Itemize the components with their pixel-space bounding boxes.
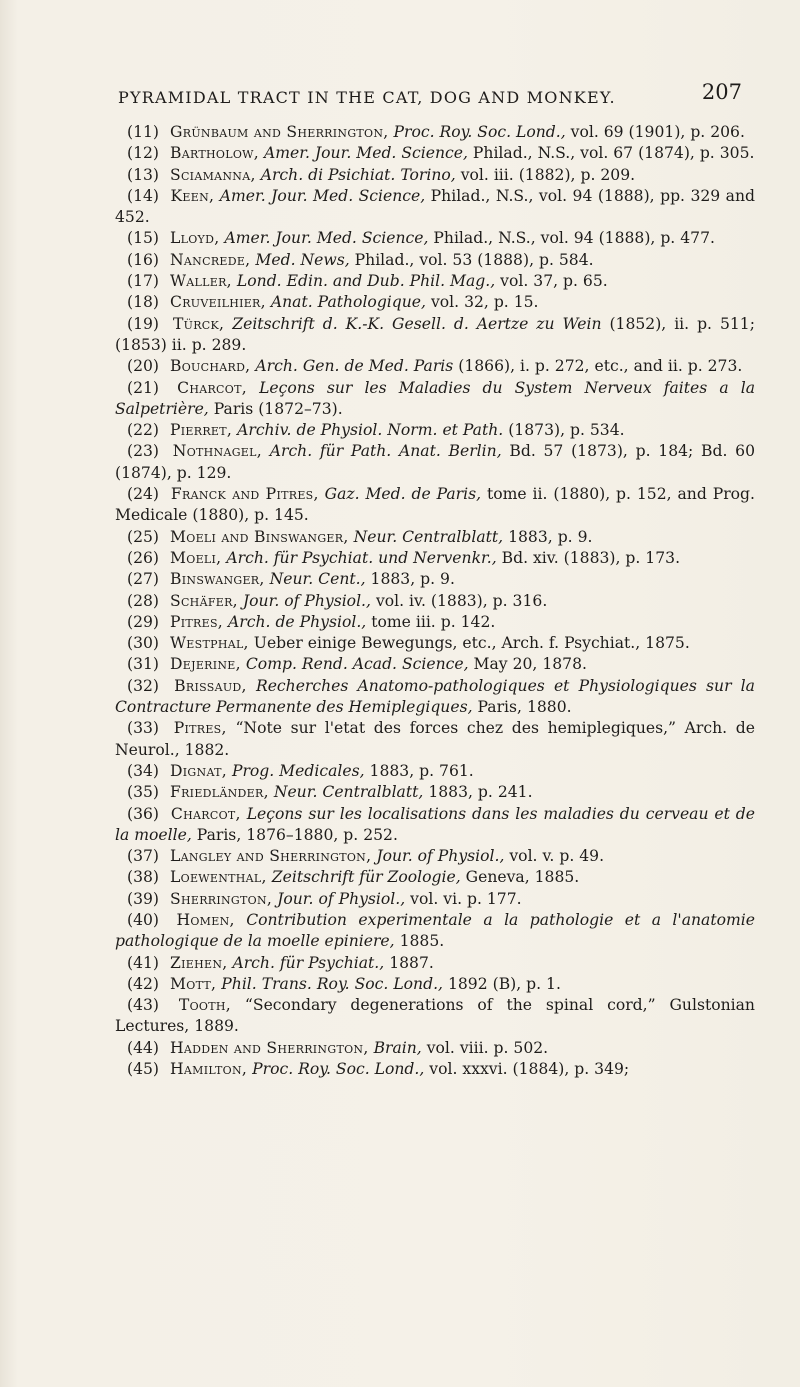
reference-entry <box>115 867 755 888</box>
reference-details: vol. v. p. 49. <box>509 847 605 866</box>
reference-journal: Neur. Centralblatt, <box>353 527 504 546</box>
reference-number: (28) <box>127 591 160 610</box>
reference-journal: Arch. für Path. Anat. Berlin, <box>269 442 502 461</box>
reference-number: (11) <box>127 123 160 141</box>
reference-entry <box>115 186 755 229</box>
reference-details: Ueber einige Bewegungs, etc., Arch. f. Psychiat., 1875. <box>253 634 690 653</box>
reference-author: Nothnagel, <box>172 442 262 461</box>
reference-author: Dejerine, <box>169 655 241 674</box>
reference-details: Philad., N.S., vol. 94 (1888), p. 477. <box>433 229 715 248</box>
reference-journal: Amer. Jour. Med. Science, <box>263 144 468 163</box>
reference-details: tome iii. p. 142. <box>371 612 496 631</box>
reference-entry <box>115 548 755 569</box>
reference-number: (31) <box>127 655 160 674</box>
reference-number: (13) <box>127 165 160 184</box>
reference-details: 1883, p. 9. <box>370 570 455 589</box>
reference-number: (18) <box>127 293 160 312</box>
reference-journal: Arch. di Psichiat. Torino, <box>260 165 456 184</box>
reference-author: Keen, <box>170 186 215 205</box>
reference-journal: Neur. Cent., <box>269 570 366 589</box>
reference-journal: Arch. für Psychiat., <box>232 953 385 972</box>
reference-author: Binswanger, <box>169 570 265 589</box>
reference-journal: Phil. Trans. Roy. Soc. Lond., <box>221 974 443 993</box>
reference-entry <box>115 804 755 847</box>
reference-journal: Contribution experimentale a la pathologie et a l'anatomie pathologique de la moelle epiniere, <box>115 910 755 951</box>
reference-details: 1885. <box>399 932 445 951</box>
reference-number: (32) <box>127 676 160 695</box>
reference-details: (1873), p. 534. <box>508 421 625 440</box>
reference-author: Hadden and Sherrington, <box>169 1038 369 1057</box>
reference-author: Moeli and Binswanger, <box>169 527 349 546</box>
reference-details: Paris, 1880. <box>477 698 572 717</box>
reference-number: (40) <box>127 910 160 929</box>
reference-number: (17) <box>127 272 160 291</box>
reference-entry <box>115 676 755 719</box>
reference-number: (24) <box>127 485 160 504</box>
reference-journal: Prog. Medicales, <box>231 761 365 780</box>
reference-author: Pitres, <box>173 719 227 738</box>
reference-author: Charcot, <box>177 378 247 397</box>
reference-entry <box>115 250 755 271</box>
reference-journal: Zeitschrift für Zoologie, <box>271 868 461 887</box>
reference-details: 1892 (B), p. 1. <box>447 974 561 993</box>
reference-entry <box>115 889 755 910</box>
reference-author: Schäfer, <box>169 591 238 610</box>
reference-number: (26) <box>127 548 160 567</box>
reference-entry <box>115 271 755 292</box>
reference-entry <box>115 378 755 421</box>
reference-number: (35) <box>127 783 160 802</box>
reference-journal: Amer. Jour. Med. Science, <box>224 229 429 248</box>
reference-author: Mott, <box>169 974 217 993</box>
reference-author: Dignat, <box>169 761 227 780</box>
reference-entry <box>115 761 755 782</box>
reference-journal: Gaz. Med. de Paris, <box>324 485 482 504</box>
reference-entry <box>115 1038 755 1059</box>
reference-details: Geneva, 1885. <box>465 868 580 887</box>
reference-number: (19) <box>127 314 160 333</box>
reference-details: 1883, p. 761. <box>369 761 474 780</box>
reference-author: Sherrington, <box>169 889 273 908</box>
reference-author: Bouchard, <box>169 357 251 376</box>
reference-author: Homen, <box>176 910 235 929</box>
reference-details: Philad., vol. 53 (1888), p. 584. <box>354 250 594 269</box>
reference-details: (1866), i. p. 272, etc., and ii. p. 273. <box>458 357 743 376</box>
reference-number: (16) <box>127 250 160 269</box>
reference-number: (34) <box>127 761 160 780</box>
reference-author: Nancrede, <box>169 250 251 269</box>
reference-entry <box>115 910 755 953</box>
reference-journal: Anat. Pathologique, <box>270 293 426 312</box>
reference-details: vol. iv. (1883), p. 316. <box>375 591 548 610</box>
reference-journal: Neur. Centralblatt, <box>273 783 424 802</box>
reference-journal: Arch. de Physiol., <box>228 612 367 631</box>
reference-journal: Leçons sur les Maladies du System Nerveux faites a la Salpetrière, <box>115 378 755 418</box>
reference-author: Ziehen, <box>169 953 228 972</box>
reference-number: (20) <box>127 357 160 376</box>
reference-details: Philad., N.S., vol. 67 (1874), p. 305. <box>472 144 755 163</box>
reference-number: (23) <box>127 442 160 461</box>
reference-details: 1883, p. 241. <box>428 783 533 802</box>
reference-journal: Zeitschrift d. K.-K. Gesell. d. Aertze zu Wein <box>232 314 602 333</box>
reference-entry <box>115 974 755 995</box>
reference-details: 1883, p. 9. <box>508 527 593 546</box>
reference-number: (42) <box>127 974 160 993</box>
reference-author: Loewenthal, <box>169 868 267 887</box>
reference-entry <box>115 314 755 357</box>
reference-details: Bd. xiv. (1883), p. 173. <box>501 548 681 567</box>
reference-author: Tooth, <box>178 996 232 1015</box>
reference-author: Cruveilhier, <box>169 293 266 312</box>
reference-journal: Jour. of Physiol., <box>277 889 406 908</box>
reference-number: (21) <box>127 378 160 397</box>
reference-details: vol. viii. p. 502. <box>426 1038 549 1057</box>
reference-entry <box>115 995 755 1038</box>
reference-entry <box>115 633 755 654</box>
reference-author: Sciamanna, <box>169 165 256 184</box>
reference-number: (27) <box>127 570 160 589</box>
reference-entry <box>115 591 755 612</box>
reference-number: (38) <box>127 868 160 887</box>
reference-journal: Proc. Roy. Soc. Lond., <box>393 123 566 141</box>
reference-number: (29) <box>127 612 160 631</box>
reference-details: vol. 37, p. 65. <box>500 272 608 291</box>
reference-journal: Med. News, <box>255 250 350 269</box>
reference-journal: Recherches Anatomo-pathologiques et Physiologiques sur la Contracture Permanente des Hemiplegiques, <box>115 676 755 717</box>
reference-journal: Proc. Roy. Soc. Lond., <box>252 1060 425 1079</box>
reference-entry <box>115 654 755 675</box>
reference-details: Paris, 1876–1880, p. 252. <box>196 825 398 844</box>
reference-author: Hamilton, <box>169 1060 248 1079</box>
reference-author: Westphal, <box>169 634 249 653</box>
reference-details: vol. iii. (1882), p. 209. <box>460 165 636 184</box>
reference-author: Pierret, <box>169 421 233 440</box>
reference-entry <box>115 143 755 164</box>
reference-details: Paris (1872–73). <box>213 399 343 418</box>
reference-entry <box>115 846 755 867</box>
reference-number: (25) <box>127 527 160 546</box>
reference-details: 1887. <box>389 953 434 972</box>
reference-details: vol. 32, p. 15. <box>430 293 539 312</box>
reference-entry <box>115 228 755 249</box>
reference-entry <box>115 527 755 548</box>
reference-author: Langley and Sherrington, <box>169 847 372 866</box>
reference-details: “Note sur l'etat des forces chez des hemiplegiques,” Arch. de Neurol., 1882. <box>115 719 755 759</box>
reference-entry <box>115 1059 755 1080</box>
reference-entry <box>115 484 755 527</box>
reference-entry <box>115 953 755 974</box>
reference-journal: Amer. Jour. Med. Science, <box>219 186 426 205</box>
reference-details: “Secondary degenerations of the spinal cord,” Gulstonian Lectures, 1889. <box>115 996 755 1036</box>
reference-list <box>115 122 755 1080</box>
running-head <box>110 78 760 112</box>
reference-author: Türck, <box>172 314 225 333</box>
reference-entry <box>115 165 755 186</box>
reference-number: (44) <box>127 1038 160 1057</box>
reference-journal: Brain, <box>373 1038 422 1057</box>
reference-entry <box>115 292 755 313</box>
reference-author: Charcot, <box>170 804 241 823</box>
reference-author: Friedländer, <box>169 783 269 802</box>
reference-journal: Archiv. de Physiol. Norm. et Path. <box>237 421 504 440</box>
reference-details: (1852), ii. p. 511; (1853) ii. p. 289. <box>115 314 755 354</box>
reference-entry <box>115 122 755 143</box>
reference-entry <box>115 782 755 803</box>
reference-number: (36) <box>127 804 160 823</box>
reference-journal: Jour. of Physiol., <box>242 591 371 610</box>
reference-details: May 20, 1878. <box>473 655 587 674</box>
reference-entry <box>115 718 755 761</box>
reference-author: Brissaud, <box>174 676 247 695</box>
reference-number: (33) <box>127 719 160 738</box>
reference-author: Bartholow, <box>169 144 260 163</box>
reference-journal: Arch. für Psychiat. und Nervenkr., <box>226 548 497 567</box>
reference-author: Lloyd, <box>169 229 220 248</box>
reference-number: (14) <box>127 186 160 205</box>
reference-number: (41) <box>127 953 160 972</box>
reference-number: (22) <box>127 421 160 440</box>
reference-number: (39) <box>127 889 160 908</box>
reference-author: Waller, <box>169 272 232 291</box>
reference-number: (43) <box>127 996 160 1015</box>
page-number: 207 <box>701 80 742 104</box>
reference-number: (37) <box>127 847 160 866</box>
reference-author: Grünbaum and Sherrington, <box>169 123 389 141</box>
reference-journal: Leçons sur les localisations dans les maladies du cerveau et de la moelle, <box>115 804 755 844</box>
reference-details: vol. vi. p. 177. <box>410 889 522 908</box>
reference-details: tome ii. (1880), p. 152, and Prog. Medicale (1880), p. 145. <box>115 485 755 525</box>
reference-number: (30) <box>127 634 160 653</box>
reference-entry <box>115 356 755 377</box>
reference-journal: Comp. Rend. Acad. Science, <box>245 655 469 674</box>
reference-number: (15) <box>127 229 160 248</box>
reference-details: Bd. 57 (1873), p. 184; Bd. 60 (1874), p. 129. <box>115 442 755 482</box>
reference-details: vol. 69 (1901), p. 206. <box>570 123 745 141</box>
reference-journal: Arch. Gen. de Med. Paris <box>255 357 454 376</box>
reference-details: vol. xxxvi. (1884), p. 349; <box>429 1060 630 1079</box>
reference-entry <box>115 612 755 633</box>
reference-entry <box>115 441 755 484</box>
reference-author: Pitres, <box>169 612 224 631</box>
reference-journal: Lond. Edin. and Dub. Phil. Mag., <box>236 272 496 291</box>
reference-number: (45) <box>127 1060 160 1079</box>
reference-entry <box>115 420 755 441</box>
reference-author: Moeli, <box>169 548 222 567</box>
reference-author: Franck and Pitres, <box>170 485 319 504</box>
reference-details: Philad., N.S., vol. 94 (1888), pp. 329 and 452. <box>115 186 755 227</box>
reference-entry <box>115 569 755 590</box>
reference-journal: Jour. of Physiol., <box>376 847 505 866</box>
reference-number: (12) <box>127 144 160 163</box>
running-title: PYRAMIDAL TRACT IN THE CAT, DOG AND MONKEY. <box>118 88 616 107</box>
